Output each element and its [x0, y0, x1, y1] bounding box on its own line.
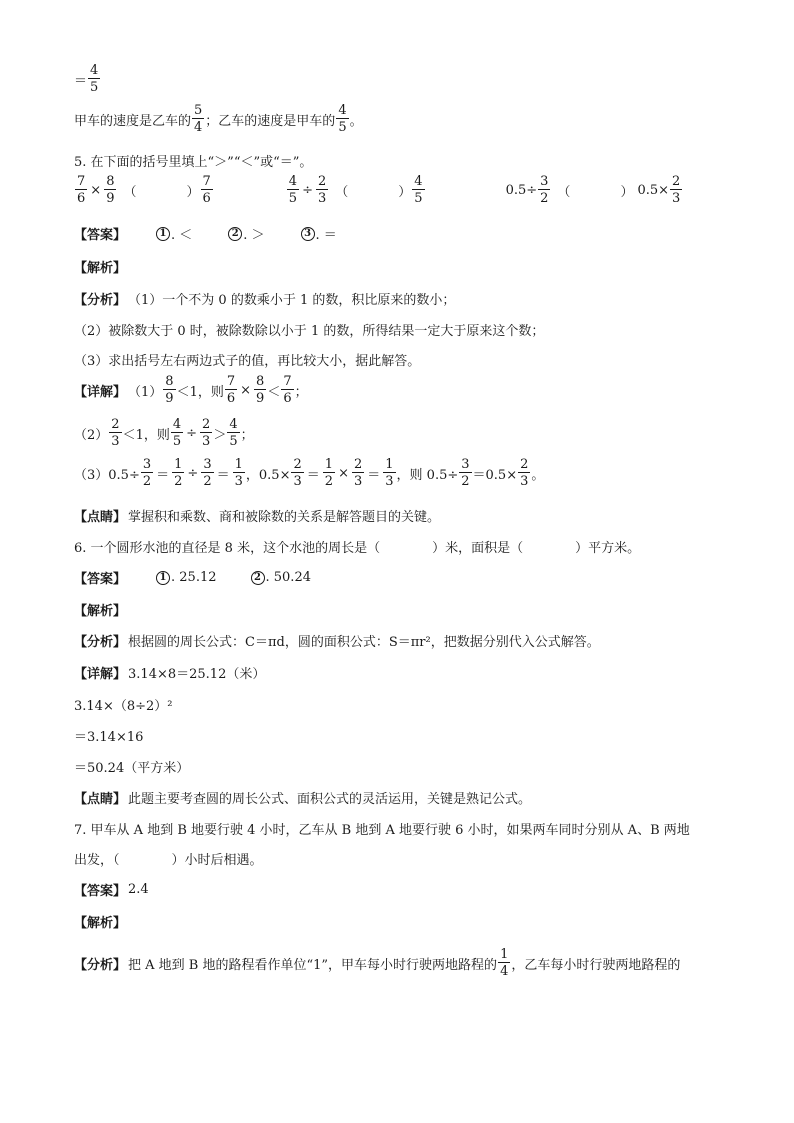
operator: ×	[240, 382, 252, 398]
fraction: $\frac{3}{2}$	[540, 174, 549, 206]
detail-prefix: （2）	[74, 427, 109, 443]
detail-text: ，则 0.5÷	[396, 467, 459, 483]
step-4: ＝50.24（平方米）	[74, 761, 190, 776]
q6-jiexi	[74, 600, 128, 619]
fraction: $\frac{2}{3}$	[317, 174, 327, 206]
dianjing-tag: 【点睛】	[74, 510, 127, 525]
paren-right: ）	[620, 184, 634, 200]
circled-number: 2	[251, 571, 265, 585]
q7-title-2	[74, 849, 263, 868]
fraction: $\frac{4}{5}$	[288, 174, 298, 206]
detail-text: ；	[240, 427, 254, 443]
answer-tag: 【答案】	[74, 572, 127, 587]
q5-title-text: 5. 在下面的括号里填上“＞”“＜”或“＝”。	[74, 155, 313, 170]
detail-text: ＜	[267, 384, 281, 400]
paren-right: ）	[398, 184, 412, 200]
q6-title-text: 6. 一个圆形水池的直径是 8 米，这个水池的周长是（ ）米，面积是（ ）平方米。	[74, 541, 641, 556]
answer-1: . 25.12	[171, 570, 217, 585]
fraction: $\frac{4}{5}$	[338, 103, 347, 135]
q7-jiexi	[74, 912, 128, 931]
q5-jiexi	[74, 257, 128, 276]
fraction: $\frac{2}{3}$	[111, 417, 120, 449]
answer-1: . ＜	[171, 228, 193, 243]
q5-detail-1	[74, 375, 308, 405]
step-2: 3.14×（8÷2）²	[74, 699, 173, 714]
speed-text-end: 。	[349, 113, 363, 129]
q5-expressions	[74, 175, 714, 205]
fraction: $\frac{1}{3}$	[234, 457, 243, 489]
fraction: $\frac{3}{2}$	[142, 457, 152, 489]
fenxi-text: 把 A 地到 B 地的路程看作单位“1”，甲车每小时行驶两地路程的	[128, 957, 498, 973]
q6-dianjing	[74, 788, 531, 807]
q5-fenxi-2	[74, 320, 544, 339]
fraction: $\frac{4}{5}$	[414, 174, 423, 206]
fraction: $\frac{2}{3}$	[672, 174, 681, 206]
fraction: $\frac{3}{2}$	[203, 457, 212, 489]
detail-text: ＞	[213, 427, 227, 443]
fraction: $\frac{5}{4}$	[194, 103, 203, 135]
fenxi-text: （3）求出括号左右两边式子的值，再比较大小，据此解答。	[74, 354, 421, 369]
fenxi-tag: 【分析】	[74, 293, 127, 308]
q5-dianjing	[74, 506, 440, 525]
circled-number: 1	[156, 571, 170, 585]
q7-fenxi	[74, 948, 680, 978]
detail-prefix: （1）	[128, 384, 163, 400]
operator: ÷	[187, 465, 199, 481]
detail-text: ＜1，则	[176, 384, 224, 400]
fraction: $\frac{8}{9}$	[165, 374, 174, 406]
line-eq-4-5	[74, 64, 101, 94]
detail-text: ，0.5×	[245, 467, 291, 483]
fenxi-text: 根据圆的周长公式：C＝πd，圆的面积公式：S＝πr²，把数据分别代入公式解答。	[128, 635, 600, 650]
fenxi-text: ，乙车每小时行驶两地路程的	[511, 957, 681, 973]
answer-2: . 50.24	[265, 570, 311, 585]
q6-answer	[74, 568, 311, 587]
detail-prefix: （3）0.5÷	[74, 467, 140, 483]
q7-title-text: 7. 甲车从 A 地到 B 地要行驶 4 小时，乙车从 B 地到 A 地要行驶 6 小时，如果两车同时分别从 A、B 两地	[74, 823, 690, 838]
fraction: $\frac{3}{2}$	[461, 457, 470, 489]
fenxi-tag: 【分析】	[74, 635, 127, 650]
fraction: $\frac{8}{9}$	[106, 174, 115, 206]
step-1: 3.14×8＝25.12（米）	[128, 667, 266, 682]
fraction: $\frac{4}{5}$	[229, 417, 238, 449]
detail-text: 。	[531, 467, 545, 483]
q5-answer	[74, 224, 337, 243]
jiexi-tag: 【解析】	[74, 604, 127, 619]
operator: ×	[90, 182, 102, 198]
line-speed	[74, 104, 363, 134]
xiangjie-tag: 【详解】	[74, 384, 127, 400]
dianjing-tag: 【点睛】	[74, 792, 127, 807]
q6-detail-4	[74, 757, 189, 776]
fraction: $\frac{1}{3}$	[385, 457, 394, 489]
dianjing-text: 此题主要考查圆的周长公式、面积公式的灵活运用，关键是熟记公式。	[128, 792, 532, 807]
fraction: $\frac{7}{6}$	[226, 374, 236, 406]
fraction: $\frac{2}{3}$	[202, 417, 211, 449]
expr-rlead: 0.5×	[637, 182, 670, 198]
q5-detail-2	[74, 418, 254, 448]
fraction: $\frac{1}{2}$	[324, 457, 334, 489]
fraction: $\frac{2}{3}$	[353, 457, 363, 489]
paren-left: （	[557, 184, 571, 200]
fraction: $\frac{7}{6}$	[202, 174, 211, 206]
q7-answer	[74, 880, 149, 899]
circled-number: 2	[228, 227, 242, 241]
answer-3: . ＝	[315, 228, 337, 243]
q5-detail-3	[74, 458, 544, 488]
fraction: $\frac{4}{5}$	[90, 63, 99, 95]
q7-title-text: 出发，（ ）小时后相遇。	[74, 853, 263, 868]
fraction: $\frac{8}{9}$	[256, 374, 265, 406]
fraction: $\frac{2}{3}$	[520, 457, 529, 489]
operator: ＝	[367, 467, 381, 483]
fenxi-text: （2）被除数大于 0 时，被除数除以小于 1 的数，所得结果一定大于原来这个数；	[74, 324, 545, 339]
q7-title-1	[74, 819, 690, 838]
detail-text: ＜1，则	[122, 427, 170, 443]
paren-left: （	[123, 184, 137, 200]
answer-2: . ＞	[243, 228, 265, 243]
jiexi-tag: 【解析】	[74, 261, 127, 276]
jiexi-tag: 【解析】	[74, 916, 127, 931]
q6-detail-3	[74, 726, 143, 745]
fraction: $\frac{7}{6}$	[283, 374, 292, 406]
q6-detail-1	[74, 663, 265, 682]
answer-value: 2.4	[128, 882, 149, 897]
circled-number: 3	[301, 227, 315, 241]
detail-text: ＝0.5×	[472, 467, 518, 483]
operator: ＝	[306, 467, 320, 483]
fraction: $\frac{1}{2}$	[174, 457, 183, 489]
answer-tag: 【答案】	[74, 884, 127, 899]
expr-lead: 0.5÷	[505, 182, 538, 198]
operator: ÷	[186, 425, 198, 441]
circled-number: 1	[156, 227, 170, 241]
speed-text-mid: ；乙车的速度是甲车的	[205, 113, 336, 129]
fraction: $\frac{1}{4}$	[500, 947, 509, 979]
q5-title	[74, 151, 312, 170]
fraction: $\frac{7}{6}$	[77, 174, 86, 206]
dianjing-text: 掌握积和乘数、商和被除数的关系是解答题目的关键。	[128, 510, 441, 525]
answer-tag: 【答案】	[74, 228, 127, 243]
operator: ＝	[156, 467, 170, 483]
fraction: $\frac{2}{3}$	[293, 457, 302, 489]
fenxi-tag: 【分析】	[74, 957, 127, 973]
operator: ＝	[216, 467, 230, 483]
step-3: ＝3.14×16	[74, 730, 144, 745]
q5-fenxi-1	[74, 289, 455, 308]
fraction: $\frac{4}{5}$	[172, 417, 182, 449]
q6-fenxi	[74, 631, 600, 650]
operator: ÷	[302, 182, 313, 198]
speed-text-a: 甲车的速度是乙车的	[74, 113, 192, 129]
q5-fenxi-3	[74, 350, 420, 369]
xiangjie-tag: 【详解】	[74, 667, 127, 682]
operator: ×	[338, 465, 349, 481]
paren-left: （	[335, 184, 349, 200]
paren-right: ）	[186, 184, 200, 200]
q6-title	[74, 537, 640, 556]
q6-detail-2	[74, 695, 172, 714]
eq-sign: ＝	[74, 73, 88, 89]
fenxi-text: （1）一个不为 0 的数乘小于 1 的数，积比原来的数小；	[128, 293, 456, 308]
detail-text: ；	[294, 384, 308, 400]
